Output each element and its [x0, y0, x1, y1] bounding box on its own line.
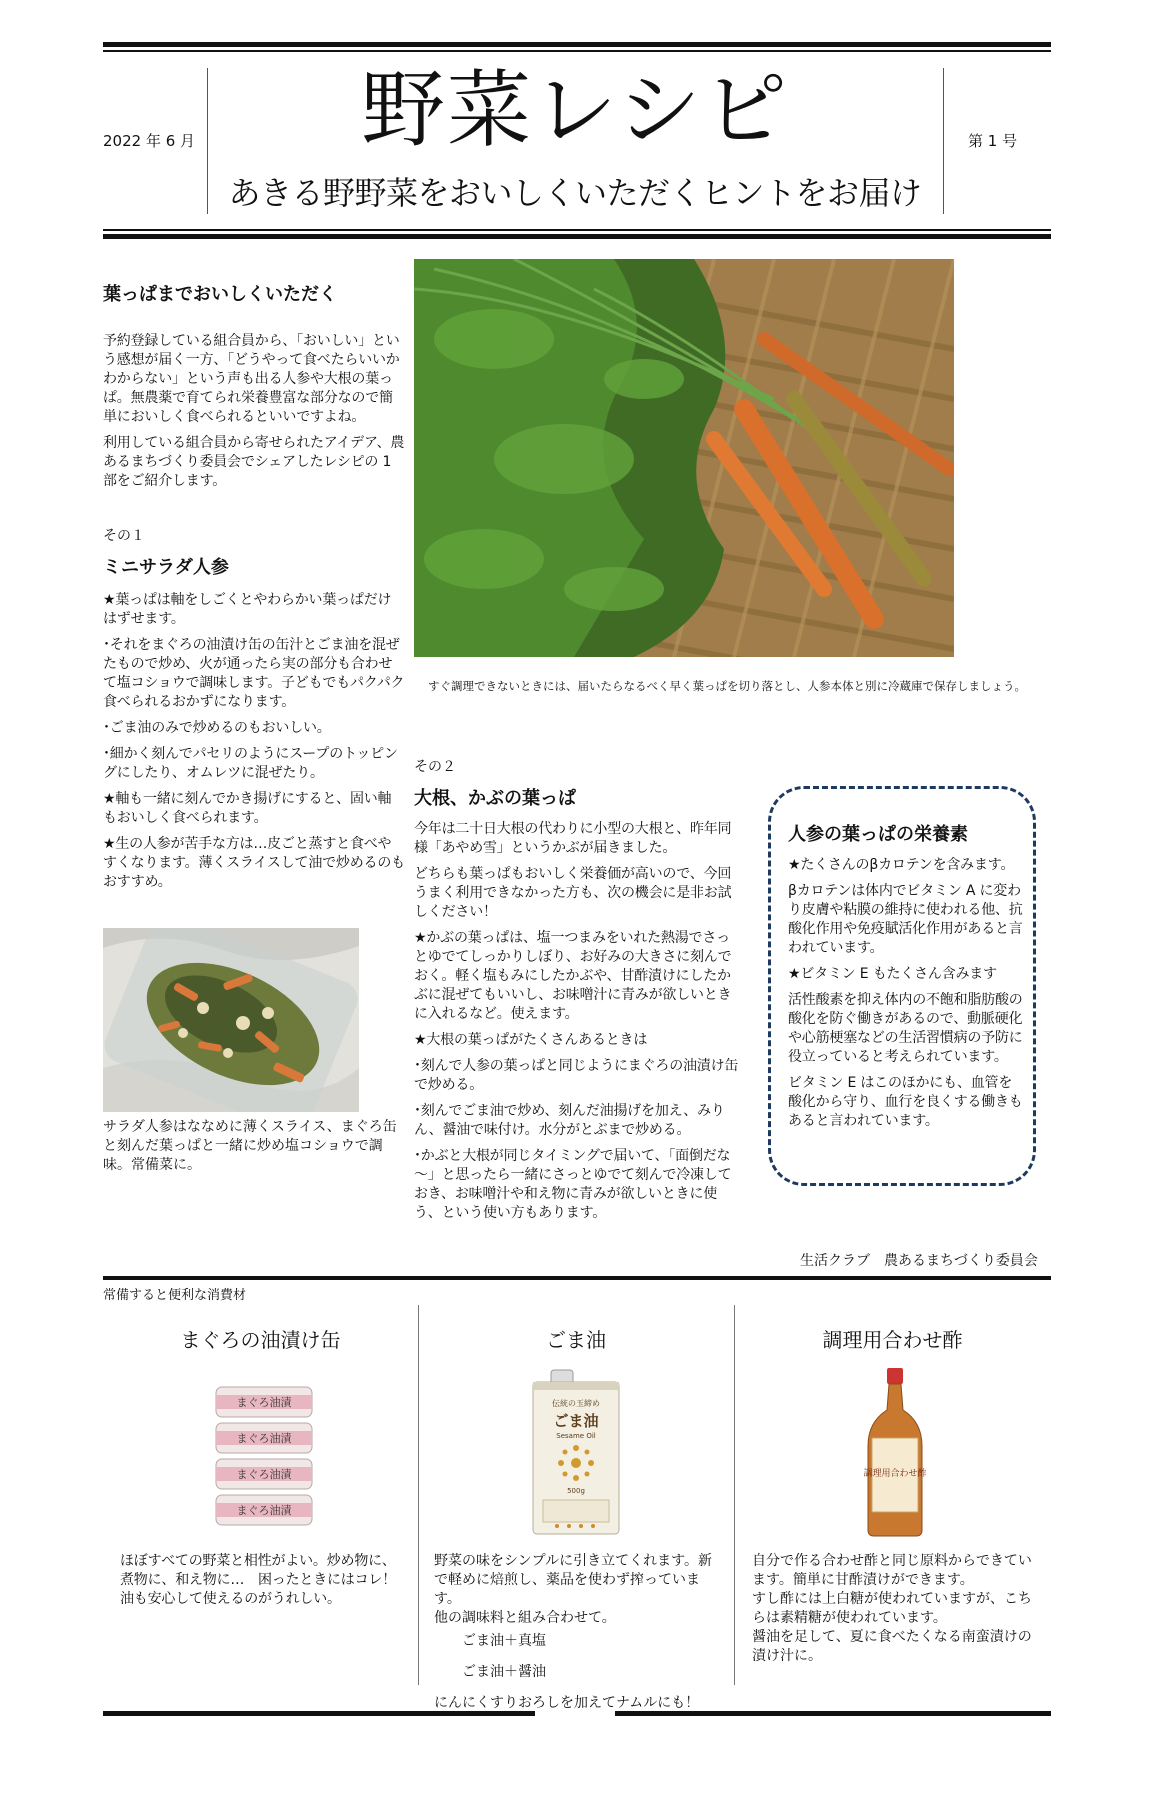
combo-item: ごま油＋醤油 — [462, 1664, 546, 1680]
recipe-label: その２ — [414, 759, 456, 775]
can-sub: Sesame Oil — [556, 1432, 596, 1440]
top-rule-thin — [103, 50, 1051, 52]
recipe-paragraph: ･ごま油のみで炒めるのもおいしい。 — [103, 720, 331, 736]
intro-paragraph: 予約登録している組合員から、「おいしい」という感想が届く一方、「どうやって食べたらいいかわからない」という声も出る人参や大根の葉っぱ。無農薬で育てられ栄養豊富な部分なので簡単においしく食べられるといいですよね。 — [103, 333, 400, 425]
recipe-title: 大根、かぶの葉っぱ — [414, 788, 576, 809]
recipe-paragraph: ･細かく刻んでパセリのようにスープのトッピングにしたり、オムレツに混ぜたり。 — [103, 746, 398, 781]
recipe-paragraph: 今年は二十日大根の代わりに小型の大根と、昨年同様「あやめ雪」というかぶが届きました。 — [414, 821, 732, 856]
page-subtitle: あきる野野菜をおいしくいただくヒントをお届け — [228, 174, 922, 212]
products-rule — [103, 1276, 1051, 1280]
product-description-text: すし酢には上白糖が使われていますが、こちらは素精糖が使われています。 — [752, 1591, 1032, 1626]
middle-column — [414, 756, 740, 1230]
recipe-label: その１ — [103, 528, 145, 544]
can-weight: 500g — [567, 1487, 585, 1495]
can-label: まぐろ油漬 — [236, 1504, 292, 1517]
recipe-paragraph: ★大根の葉っぱがたくさんあるときは — [414, 1032, 648, 1048]
can-label: ごま油 — [553, 1412, 599, 1430]
page-title: 野菜レシピ — [361, 61, 789, 159]
recipe-paragraph: ･刻んで人参の葉っぱと同じようにまぐろの油漬け缶で炒める。 — [414, 1058, 739, 1093]
intro-paragraph: 利用している組合員から寄せられたアイデア、農あるまちづくり委員会でシェアしたレシピの 1 部をご紹介します。 — [103, 435, 405, 489]
product-description-text: 醤油を足して、夏に食べたくなる南蛮漬けの漬け汁に。 — [752, 1629, 1032, 1664]
nutrition-paragraph: ★たくさんのβカロテンを含みます。 — [788, 857, 1015, 873]
masthead-divider-right — [943, 68, 944, 214]
sesame-oil-can-image — [529, 1368, 623, 1536]
product-description — [434, 1552, 724, 1713]
issue-number: 第 1 号 — [968, 132, 1018, 150]
salad-photo — [103, 928, 359, 1112]
nutrition-paragraph: 活性酸素を抑え体内の不飽和脂肪酸の酸化を防ぐ働きがあるので、動脈硬化や心筋梗塞などの生活習慣病の予防に役立っていると考えられています。 — [788, 992, 1023, 1065]
recipe-paragraph: ★葉っぱは軸をしごくとやわらかい葉っぱだけはずせます。 — [103, 592, 392, 627]
recipe-paragraph: ･かぶと大根が同じタイミングで届いて、「面倒だな～」と思ったら一緒にさっとゆでて刻んで冷凍しておき、お味噌汁や和え物に青みが欲しいときに使う、という使い方もあります。 — [414, 1148, 732, 1221]
recipe-title: ミニサラダ人参 — [103, 557, 229, 578]
nutrition-paragraph: βカロテンは体内でビタミン A に変わり皮膚や粘膜の維持に使われる他、抗酸化作用や免疫賦活化作用があると言われています。 — [788, 883, 1023, 956]
products-divider-2 — [734, 1305, 735, 1685]
product-description-text: ほぼすべての野菜と相性がよい。炒め物に、煮物に、和え物に… 困ったときにはコレ！油も安心して使えるのがうれしい。 — [120, 1553, 396, 1607]
recipe-paragraph: ･刻んでごま油で炒め、刻んだ油揚げを加え、みりん、醤油で味付け。水分がとぶまで炒める。 — [414, 1103, 725, 1138]
recipe-paragraph: どちらも葉っぱもおいしく栄養価が高いので、今回うまく利用できなかった方も、次の機会に是非お試しください！ — [414, 866, 732, 920]
recipe-paragraph: ･それをまぐろの油漬け缶の缶汁とごま油を混ぜたもので炒め、火が通ったら実の部分も合わせて塩コショウで調味します。子どもでもパクパク食べられるおかずになります。 — [103, 637, 405, 710]
can-label: まぐろ油漬 — [236, 1396, 292, 1409]
products-section-label: 常備すると便利な消費材 — [103, 1288, 247, 1303]
section-heading: 葉っぱまでおいしくいただく — [103, 284, 337, 305]
product-description-text: 自分で作る合わせ酢と同じ原料からできています。簡単に甘酢漬けができます。 — [752, 1553, 1032, 1588]
nutrition-paragraph: ★ビタミン E もたくさん含みます — [788, 966, 997, 982]
product-description-text: 野菜の味をシンプルに引き立てくれます。新で軽めに焙煎し、薬品を使わず搾っています。 — [434, 1553, 712, 1607]
nutrition-text — [788, 820, 1024, 1138]
recipe-paragraph: ★軸も一緒に刻んでかき揚げにすると、固い軸もおいしく食べられます。 — [103, 791, 392, 826]
bottom-rule-left — [103, 1711, 535, 1716]
nutrition-paragraph: ビタミン E はこのほかにも、血管を酸化から守り、血行を良くする働きもあると言われています。 — [788, 1075, 1023, 1129]
masthead-rule-thin — [103, 229, 1051, 231]
left-column — [103, 280, 405, 899]
product-name: ごま油 — [546, 1328, 606, 1352]
product-tip: にんにくすりおろしを加えてナムルにも！ — [434, 1695, 700, 1711]
photo-caption: すぐ調理できないときには、届いたらなるべく早く葉っぱを切り落とし、人参本体と別に冷蔵庫で保存しましょう。 — [428, 679, 1026, 693]
product-name: 調理用合わせ酢 — [822, 1328, 963, 1352]
recipe-paragraph: ★生の人参が苦手な方は…皮ごと蒸すと食べやすくなります。薄くスライスして油で炒めるのもおすすめ。 — [103, 836, 405, 890]
tuna-cans-image — [212, 1385, 316, 1535]
bottom-rule-right — [615, 1711, 1051, 1716]
can-label: まぐろ油漬 — [236, 1432, 292, 1445]
combo-item: ごま油＋真塩 — [462, 1633, 546, 1649]
can-brand: 伝統の玉締め — [552, 1399, 600, 1408]
products-divider-1 — [418, 1305, 419, 1685]
product-description — [120, 1552, 404, 1609]
issue-date: 2022 年 6 月 — [103, 132, 196, 150]
product-description-text: 他の調味料と組み合わせて。 — [434, 1610, 616, 1626]
recipe-paragraph: ★かぶの葉っぱは、塩一つまみをいれた熱湯でさっとゆでてしっかりしぼり、お好みの大きさに刻んでおく。軽く塩もみにしたかぶや、甘酢漬けにしたかぶに混ぜてもいいし、お味噌汁に青みが欲しいときに入れるなど。使えます。 — [414, 930, 732, 1022]
top-rule — [103, 42, 1051, 47]
product-description — [752, 1552, 1040, 1666]
carrot-photo — [414, 259, 954, 657]
product-name: まぐろの油漬け缶 — [180, 1328, 341, 1352]
credit-line: 生活クラブ 農あるまちづくり委員会 — [800, 1253, 1038, 1269]
vinegar-bottle-image — [860, 1366, 930, 1538]
salad-caption: サラダ人参はななめに薄くスライス、まぐろ缶と刻んだ葉っぱと一緒に炒め塩コショウで調味。常備菜に。 — [103, 1119, 397, 1173]
can-label: まぐろ油漬 — [236, 1468, 292, 1481]
bottle-label: 調理用合わせ酢 — [863, 1469, 927, 1479]
nutrition-title: 人参の葉っぱの栄養素 — [788, 824, 968, 845]
masthead-rule-thick — [103, 234, 1051, 239]
